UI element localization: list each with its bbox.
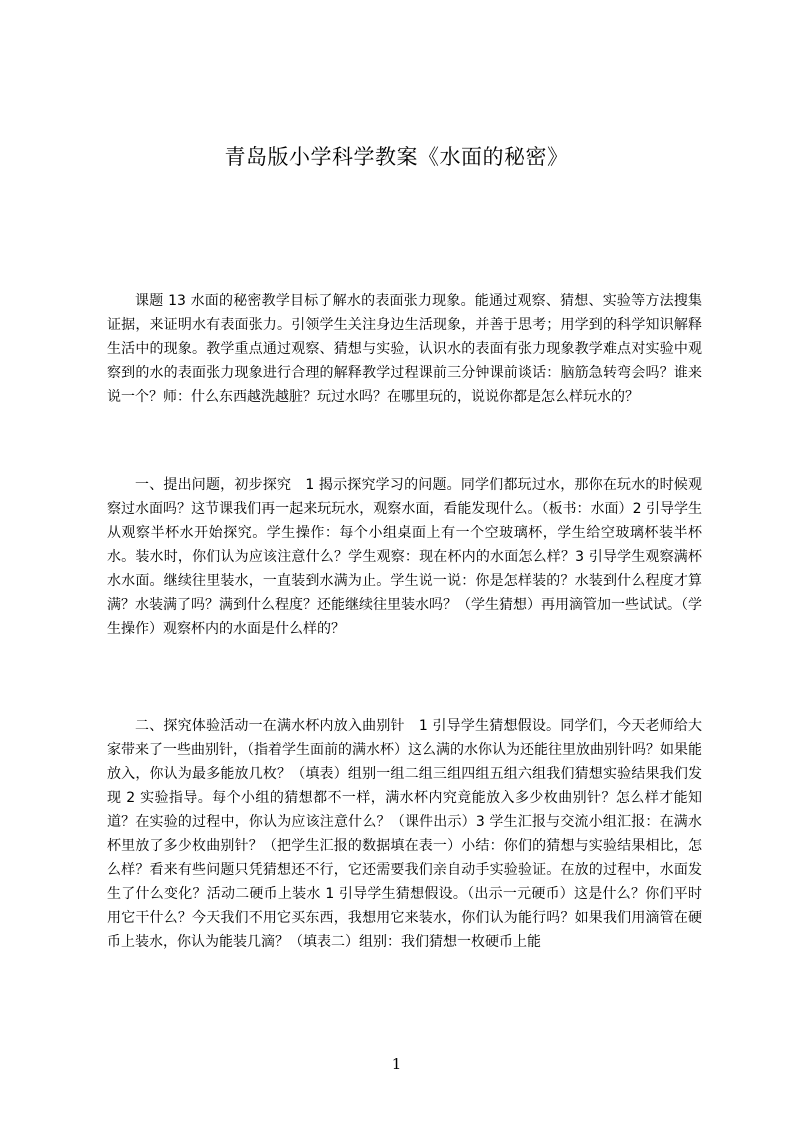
document-title: 青岛版小学科学教案《水面的秘密》 bbox=[224, 145, 569, 169]
page-number: 1 bbox=[391, 1055, 402, 1073]
paragraph-section-one: 一、提出问题，初步探究 1 揭示探究学习的问题。同学们都玩过水，那你在玩水的时候观察过水面吗？这节课我们再一起来玩玩水，观察水面，看能发现什么。（板书：水面）2 引导学生从观察半杯水开始探究。学生操作：每个小组桌面上有一个空玻璃杯，学生给空玻璃杯装半杯水。装水时，你们认为应该注意什么？学生观察：现在杯内的水面怎么样？3 引导学生观察满杯水水面。继续往里装水，一直装到水满为止。学生说一说：你是怎样装的？水装到什么程度才算满？水装满了吗？满到什么程度？还能继续往里装水吗？（学生猜想）再用滴管加一些试试。（学生操作）观察杯内的水面是什么样的？ bbox=[107, 477, 702, 637]
paragraph-section-two: 二、探究体验活动一在满水杯内放入曲别针 1 引导学生猜想假设。同学们，今天老师给大家带来了一些曲别针，（指着学生面前的满水杯）这么满的水你认为还能往里放曲别针吗？如果能放入，你认为最多能放几枚？（填表）组别一组二组三组四组五组六组我们猜想实验结果我们发现 2 实验指导。每个小组的猜想都不一样，满水杯内究竟能放入多少枚曲别针？怎么样才能知道？在实验的过程中，你认为应该注意什么？（课件出示）3 学生汇报与交流小组汇报：在满水杯里放了多少枚曲别针？（把学生汇报的数据填在表一）小结：你们的猜想与实验结果相比，怎么样？看来有些问题只凭猜想还不行，它还需要我们亲自动手实验验证。在放的过程中，水面发生了什么变化？活动二硬币上装水 1 引导学生猜想假设。（出示一元硬币）这是什么？你们平时用它干什么？今天我们不用它买东西，我想用它来装水，你们认为能行吗？如果我们用滴管在硬币上装水，你认为能装几滴？（填表二）组别：我们猜想一枚硬币上能 bbox=[107, 718, 702, 950]
paragraph-intro: 课题 13 水面的秘密教学目标了解水的表面张力现象。能通过观察、猜想、实验等方法搜集证据，来证明水有表面张力。引领学生关注身边生活现象，并善于思考；用学到的科学知识解释生活中的现象。教学重点通过观察、猜想与实验，认识水的表面有张力现象教学难点对实验中观察到的水的表面张力现象进行合理的解释教学过程课前三分钟课前谈话：脑筋急转弯会吗？谁来说一个？师：什么东西越洗越脏？玩过水吗？在哪里玩的，说说你都是怎么样玩水的？ bbox=[107, 293, 702, 405]
